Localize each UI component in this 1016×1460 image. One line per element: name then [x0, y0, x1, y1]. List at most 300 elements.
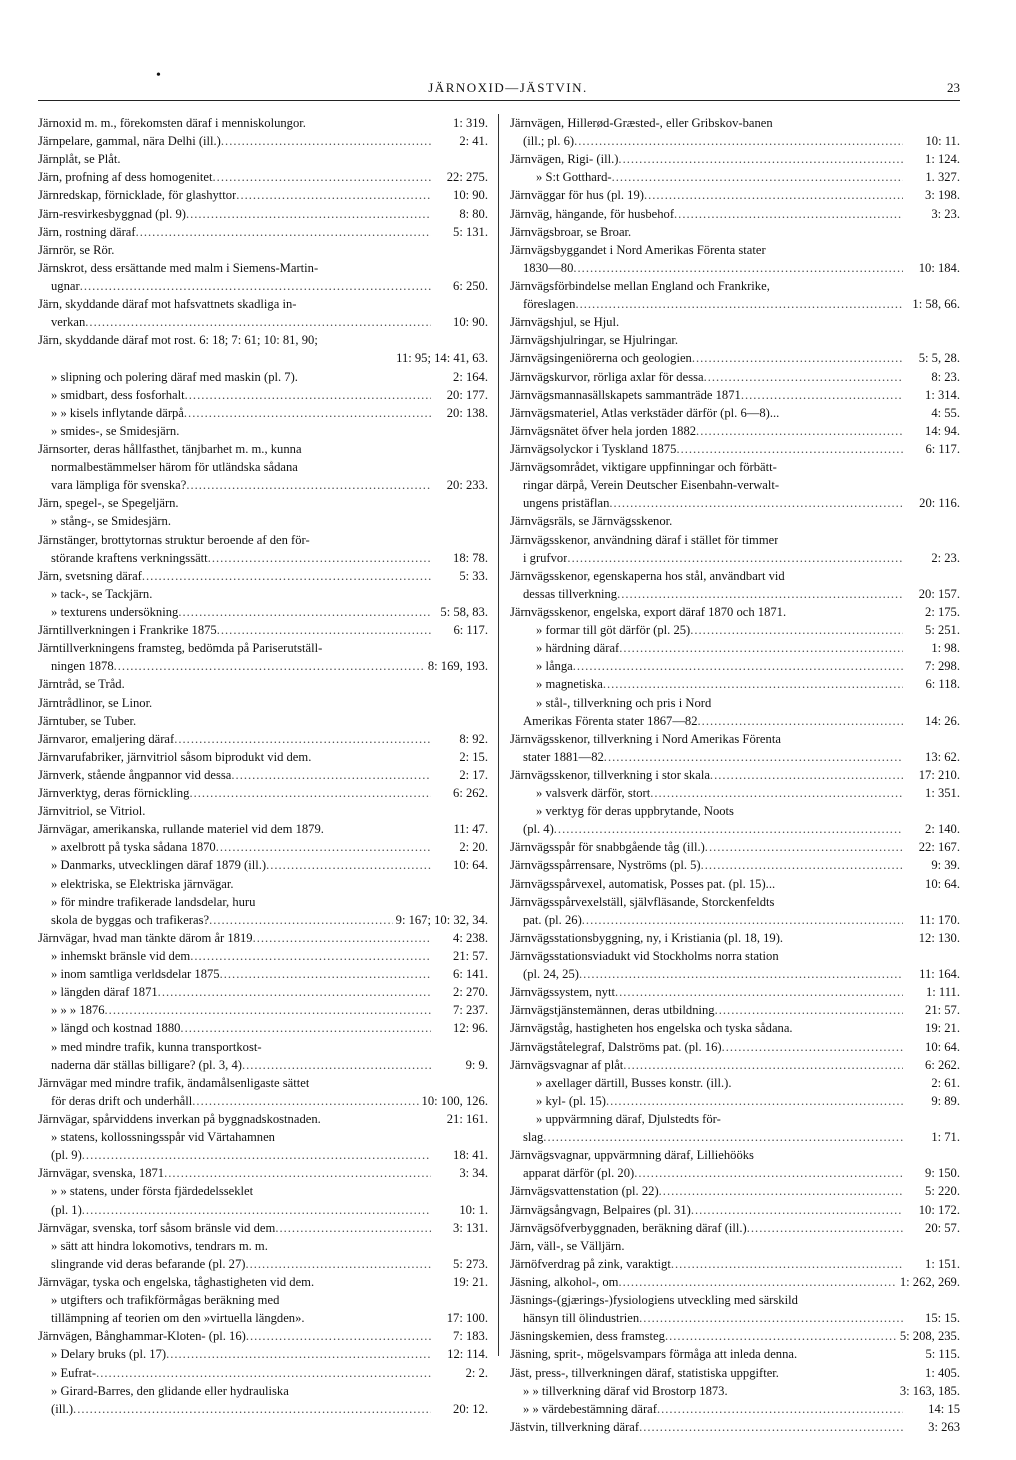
dot-leader: [618, 1273, 896, 1291]
index-entry: [38, 1273, 488, 1291]
entry-text: Järntrådlinor, se Linor.: [38, 695, 153, 710]
entry-text: ningen 1878: [51, 659, 114, 674]
dot-leader: [579, 965, 903, 983]
dot-leader: [722, 1038, 903, 1056]
index-entry: [38, 259, 488, 277]
index-entry: [38, 295, 488, 313]
index-entry: [38, 585, 488, 603]
dot-leader: [639, 1418, 903, 1436]
entry-text: » magnetiska: [536, 677, 603, 692]
dot-leader: [603, 675, 903, 693]
entry-text: Järnvägsskenor, användning däraf i stället för timmer: [510, 532, 779, 547]
dot-leader: [665, 1327, 897, 1345]
dot-leader: [617, 585, 903, 603]
entry-text: » Delary bruks (pl. 17): [51, 1347, 167, 1362]
entry-text: » stång-, se Smidesjärn.: [51, 514, 171, 529]
entry-page-reference: 2: 41.: [459, 134, 488, 149]
entry-text: » Eufrat-: [51, 1365, 97, 1380]
entry-page-reference: 2: 140.: [925, 822, 960, 837]
entry-text: » härdning däraf: [536, 641, 620, 656]
entry-text: » inom samtliga verldsdelar 1875: [51, 967, 220, 982]
index-entry: [38, 1092, 488, 1110]
entry-page-reference: 5: 5, 28.: [918, 351, 960, 366]
index-entry: [38, 748, 488, 766]
entry-text: Järnvägståtelegraf, Dalströms pat. (pl. 16): [510, 1039, 722, 1054]
entry-text: Järnvägar, amerikanska, rullande materiel vid dem 1879.: [38, 822, 324, 837]
index-entry: [510, 422, 960, 440]
index-entry: [38, 1345, 488, 1363]
entry-text: (ill.): [51, 1401, 74, 1416]
entry-text: Järnvägsspårrensare, Nyströms (pl. 5): [510, 858, 701, 873]
dot-leader: [231, 766, 431, 784]
entry-page-reference: 2: 61.: [931, 1075, 960, 1090]
entry-text: Järnredskap, förnicklade, för glashyttor: [38, 188, 237, 203]
dot-leader: [190, 947, 431, 965]
entry-text: » längd och kostnad 1880: [51, 1021, 181, 1036]
entry-text: Järn-resvirkesbyggnad (pl. 9): [38, 206, 186, 221]
index-entry: [38, 875, 488, 893]
entry-text: Järnskrot, dess ersättande med malm i Siemens-Martin-: [38, 260, 319, 275]
index-entry: [38, 1255, 488, 1273]
entry-page-reference: 12: 130.: [918, 930, 960, 945]
entry-text: Järnvägsmateriel, Atlas verkstäder därför (pl. 6—8)...: [510, 405, 780, 420]
entry-text: » smidbart, dess fosforhalt: [51, 387, 185, 402]
entry-page-reference: 9: 150.: [925, 1166, 960, 1181]
index-entry: [510, 730, 960, 748]
dot-leader: [676, 440, 903, 458]
index-entry: [510, 585, 960, 603]
entry-text: Järnvägsskenor, engelska, export däraf 1870 och 1871.: [510, 604, 787, 619]
dot-leader: [85, 313, 431, 331]
entry-page-reference: 10: 100, 126.: [421, 1093, 488, 1108]
entry-text: Järn, skyddande däraf mot rost. 6: 18; 7: 61; 10: 81, 90;: [38, 333, 318, 348]
entry-text: Järnvägshjul, se Hjul.: [510, 315, 620, 330]
entry-text: Järnvägar med mindre trafik, ändamålsenligaste sättet: [38, 1075, 310, 1090]
index-entry: [38, 893, 488, 911]
entry-text: Järnöfverdrag på zink, varaktigt: [510, 1256, 671, 1271]
index-entry: [38, 1327, 488, 1345]
index-entry: [38, 802, 488, 820]
index-entry: [510, 567, 960, 585]
entry-text: (pl. 9): [51, 1148, 82, 1163]
index-entry: [510, 1418, 960, 1436]
entry-text: pat. (pl. 26): [523, 912, 582, 927]
index-entry: [38, 712, 488, 730]
entry-page-reference: 10: 64.: [453, 858, 488, 873]
entry-text: Järnvägsförbindelse mellan England och Frankrike,: [510, 278, 770, 293]
index-entry: [38, 1074, 488, 1092]
index-entry: [510, 1092, 960, 1110]
entry-text: Järnverktyg, deras förnickling: [38, 786, 190, 801]
entry-text: Järnvägsvattenstation (pl. 22): [510, 1184, 659, 1199]
entry-page-reference: 10: 184.: [918, 260, 960, 275]
entry-page-reference: 11: 164.: [919, 967, 960, 982]
entry-text: Järnvarufabriker, järnvitriol såsom biprodukt vid dem.: [38, 749, 312, 764]
index-entry: [510, 929, 960, 947]
dot-leader: [567, 549, 903, 567]
entry-text: » kyl- (pl. 15): [536, 1093, 606, 1108]
entry-text: Järnvägsområdet, viktigare uppfinningar och förbätt-: [510, 460, 777, 475]
entry-text: Järnvägen, Bånghammar-Kloten- (pl. 16): [38, 1329, 246, 1344]
entry-page-reference: 8: 92.: [459, 731, 488, 746]
index-entry: [38, 494, 488, 512]
dot-leader: [186, 205, 431, 223]
index-entry: [38, 911, 488, 929]
entry-page-reference: 14: 26.: [925, 713, 960, 728]
entry-text: Järnverk, stående ångpannor vid dessa: [38, 767, 232, 782]
entry-page-reference: 12: 114.: [447, 1347, 488, 1362]
dot-leader: [242, 1056, 431, 1074]
dot-leader: [266, 856, 431, 874]
entry-page-reference: 20: 177.: [446, 387, 488, 402]
entry-page-reference: 15: 15.: [925, 1311, 960, 1326]
entry-page-reference: 1: 151.: [925, 1256, 960, 1271]
dot-leader: [543, 1128, 903, 1146]
entry-page-reference: 22: 167.: [918, 840, 960, 855]
entry-text: 1830—80: [523, 260, 574, 275]
dot-leader: [185, 386, 431, 404]
index-entry: [510, 657, 960, 675]
entry-text: Järnvägstjänstemännen, deras utbildning: [510, 1003, 715, 1018]
entry-text: (pl. 24, 25): [523, 967, 579, 982]
entry-text: Järnsorter, deras hållfasthet, tänjbarhet m. m., kunna: [38, 441, 302, 456]
index-entry: [38, 694, 488, 712]
entry-page-reference: 1: 405.: [925, 1365, 960, 1380]
index-entry: [38, 1382, 488, 1400]
entry-page-reference: 3: 263: [928, 1419, 960, 1434]
index-entry: [510, 1056, 960, 1074]
dot-leader: [747, 1219, 903, 1237]
dot-leader: [213, 168, 431, 186]
index-entry: [38, 1201, 488, 1219]
entry-page-reference: 6: 262.: [453, 786, 488, 801]
index-entry: [38, 657, 488, 675]
header-rule: [38, 100, 960, 101]
entry-text: Järnvägsbroar, se Broar.: [510, 224, 632, 239]
index-entry: [38, 114, 488, 132]
index-entry: [510, 820, 960, 838]
entry-page-reference: 21: 57.: [453, 949, 488, 964]
index-entry: [510, 1364, 960, 1382]
entry-text: » smides-, se Smidesjärn.: [51, 423, 180, 438]
entry-text: » » kisels inflytande därpå: [51, 405, 184, 420]
entry-text: Järn, profning af dess homogenitet: [38, 170, 213, 185]
entry-text: Järnvitriol, se Vitriol.: [38, 804, 146, 819]
index-entry: [510, 1182, 960, 1200]
index-entry: [510, 875, 960, 893]
entry-text: i grufvor: [523, 550, 568, 565]
entry-page-reference: 21: 161.: [446, 1112, 488, 1127]
dot-leader: [221, 132, 431, 150]
entry-page-reference: 2: 2.: [465, 1365, 488, 1380]
index-entry: [510, 494, 960, 512]
entry-page-reference: 2: 270.: [453, 985, 488, 1000]
entry-page-reference: 14: 15: [928, 1401, 960, 1416]
dot-leader: [142, 567, 431, 585]
entry-page-reference: 3: 23.: [931, 206, 960, 221]
dot-leader: [609, 494, 903, 512]
entry-text: Järnvägsingeniörerna och geologien: [510, 351, 692, 366]
entry-page-reference: 3: 34.: [459, 1166, 488, 1181]
entry-page-reference: 10: 64.: [925, 876, 960, 891]
entry-page-reference: 10: 90.: [453, 188, 488, 203]
entry-text: » Girard-Barres, den glidande eller hydrauliska: [51, 1383, 289, 1398]
entry-page-reference: 1: 98.: [931, 641, 960, 656]
dot-leader: [671, 1255, 903, 1273]
index-entry: [38, 368, 488, 386]
index-entry: [510, 1038, 960, 1056]
entry-page-reference: 20: 233.: [446, 478, 488, 493]
dot-leader: [217, 621, 431, 639]
index-entry: [510, 259, 960, 277]
entry-page-reference: 18: 41.: [453, 1148, 488, 1163]
index-entry: [510, 802, 960, 820]
index-entry: [510, 440, 960, 458]
page-header: [38, 68, 978, 100]
index-entry: [510, 1201, 960, 1219]
entry-text: Järnplåt, se Plåt.: [38, 152, 121, 167]
dot-leader: [105, 1001, 431, 1019]
entry-text: » valsverk därför, stort: [536, 786, 651, 801]
index-entry: [510, 241, 960, 259]
entry-text: ugnar: [51, 278, 80, 293]
entry-text: » » tillverkning däraf vid Brostorp 1873.: [523, 1383, 728, 1398]
entry-text: » verktyg för deras uppbrytande, Noots: [536, 804, 734, 819]
entry-page-reference: 10: 11.: [925, 134, 960, 149]
entry-text: » stål-, tillverkning och pris i Nord: [536, 695, 712, 710]
index-entry: [510, 168, 960, 186]
dot-leader: [698, 712, 903, 730]
index-entry: [510, 1273, 960, 1291]
index-entry: [38, 331, 488, 349]
dot-leader: [674, 205, 903, 223]
entry-text: » långa: [536, 659, 573, 674]
index-entry: [510, 1345, 960, 1363]
entry-page-reference: 1: 71.: [931, 1130, 960, 1145]
entry-page-reference: 5: 131.: [453, 224, 488, 239]
entry-text: Järnvägar, svenska, 1871: [38, 1166, 165, 1181]
right-column: [510, 114, 960, 1436]
dot-leader: [701, 856, 903, 874]
index-entry: [38, 947, 488, 965]
dot-leader: [208, 549, 431, 567]
index-entry: [38, 277, 488, 295]
entry-text: Jäsning, sprit-, mögelsvampars förmåga att inleda denna.: [510, 1347, 798, 1362]
dot-leader: [704, 368, 903, 386]
entry-text: Järnvägshjulringar, se Hjulringar.: [510, 333, 679, 348]
entry-text: Järn, skyddande däraf mot hafsvattnets skadliga in-: [38, 297, 297, 312]
index-entry: [510, 349, 960, 367]
index-entry: [38, 241, 488, 259]
index-entry: [510, 1255, 960, 1273]
index-entry: [510, 856, 960, 874]
entry-page-reference: 4: 238.: [453, 930, 488, 945]
entry-page-reference: 17: 210.: [918, 767, 960, 782]
dot-leader: [634, 1164, 903, 1182]
entry-page-reference: 22: 275.: [446, 170, 488, 185]
entry-page-reference: 6: 117.: [925, 441, 960, 456]
index-entry: [510, 549, 960, 567]
index-entry: [510, 766, 960, 784]
index-entry: [510, 947, 960, 965]
entry-text: Järnvägsvagnar, uppvärmning däraf, Lilliehööks: [510, 1148, 754, 1163]
entry-page-reference: 11: 170.: [919, 912, 960, 927]
entry-text: verkan: [51, 315, 86, 330]
entry-text: Järnvägsräls, se Järnvägsskenor.: [510, 514, 673, 529]
entry-text: slingrande vid deras befarande (pl. 27): [51, 1256, 246, 1271]
index-entry: [510, 965, 960, 983]
index-entry: [38, 784, 488, 802]
dot-leader: [192, 1092, 418, 1110]
dot-leader: [612, 168, 903, 186]
entry-page-reference: 5: 33.: [459, 568, 488, 583]
entry-text: » slipning och polering däraf med maskin (pl. 7).: [51, 369, 298, 384]
entry-text: störande kraftens verkningssätt: [51, 550, 208, 565]
dot-leader: [80, 277, 431, 295]
entry-text: Järnväggar för hus (pl. 19): [510, 188, 644, 203]
index-entry: [38, 1182, 488, 1200]
dot-leader: [615, 983, 903, 1001]
entry-page-reference: 10: 64.: [925, 1039, 960, 1054]
entry-text: Järntråd, se Tråd.: [38, 677, 125, 692]
entry-page-reference: 20: 12.: [453, 1401, 488, 1416]
dot-leader: [184, 404, 431, 422]
entry-page-reference: 5: 58, 83.: [440, 604, 488, 619]
entry-page-reference: 3: 131.: [453, 1220, 488, 1235]
index-entry: [38, 1056, 488, 1074]
index-entry: [38, 1128, 488, 1146]
entry-text: Jäsnings-(gjærings-)fysiologiens utveckling med särskild: [510, 1293, 798, 1308]
entry-page-reference: 2: 15.: [459, 749, 488, 764]
entry-text: Järnvägar, hvad man tänkte därom år 1819: [38, 930, 253, 945]
entry-page-reference: 1: 262, 269.: [899, 1275, 960, 1289]
index-entry: [510, 1400, 960, 1418]
index-entry: [38, 1219, 488, 1237]
index-entry: [38, 675, 488, 693]
index-entry: [38, 168, 488, 186]
dot-leader: [275, 1219, 431, 1237]
entry-page-reference: 20: 138.: [446, 405, 488, 420]
dot-leader: [573, 657, 903, 675]
entry-text: » utgifters och trafikförmågas beräkning med: [51, 1293, 280, 1308]
entry-page-reference: 21: 57.: [925, 1003, 960, 1018]
entry-page-reference: 7: 237.: [453, 1003, 488, 1018]
index-entry: [510, 1291, 960, 1309]
entry-page-reference: 19: 21.: [925, 1021, 960, 1036]
entry-text: Jäsningskemien, dess framsteg: [510, 1329, 665, 1344]
entry-page-reference: 6: 250.: [453, 278, 488, 293]
dot-leader: [245, 1255, 431, 1273]
entry-page-reference: 6: 262.: [925, 1057, 960, 1072]
index-entry: [38, 983, 488, 1001]
dot-leader: [582, 911, 903, 929]
index-entry: [38, 1146, 488, 1164]
left-column: [38, 114, 488, 1418]
entry-text: slag: [523, 1130, 544, 1145]
entry-text: Järn, svetsning däraf: [38, 568, 142, 583]
entry-text: naderna där ställas billigare? (pl. 3, 4): [51, 1057, 242, 1072]
index-entry: [510, 838, 960, 856]
index-entry: [510, 911, 960, 929]
entry-text: Järnvägsskenor, tillverkning i Nord Amerikas Förenta: [510, 731, 781, 746]
index-entry: [38, 820, 488, 838]
dot-leader: [166, 1345, 431, 1363]
index-entry: [38, 132, 488, 150]
entry-page-reference: 9: 89.: [931, 1093, 960, 1108]
index-entry: [38, 1019, 488, 1037]
dot-leader: [114, 657, 425, 675]
dot-leader: [253, 929, 431, 947]
entry-page-reference: 5: 115.: [925, 1347, 960, 1362]
entry-page-reference: 9: 39.: [931, 858, 960, 873]
entry-text: » sätt att hindra lokomotivs, tendrars m. m.: [51, 1238, 268, 1253]
entry-text: Järnvägsskenor, tillverkning i stor skala: [510, 767, 710, 782]
entry-page-reference: 3: 198.: [925, 188, 960, 203]
entry-page-reference: 1: 351.: [925, 786, 960, 801]
entry-text: » elektriska, se Elektriska järnvägar.: [51, 876, 234, 891]
dot-leader: [136, 223, 431, 241]
entry-text: Järn, spegel-, se Spegeljärn.: [38, 496, 179, 511]
index-entry: [38, 512, 488, 530]
index-entry: [38, 639, 488, 657]
entry-text: Järnstänger, brottytornas struktur beroende af den för-: [38, 532, 310, 547]
index-entry: [510, 603, 960, 621]
dot-leader: [220, 965, 431, 983]
entry-page-reference: 9: 9.: [465, 1057, 488, 1072]
dot-leader: [644, 186, 903, 204]
entry-text: » axellager därtill, Busses konstr. (ill.).: [536, 1075, 732, 1090]
entry-text: » inhemskt bränsle vid dem: [51, 949, 191, 964]
index-entry: [38, 1291, 488, 1309]
index-entry: [38, 549, 488, 567]
index-entry: [510, 331, 960, 349]
index-entry: [38, 458, 488, 476]
entry-text: föreslagen: [523, 297, 576, 312]
index-entry: [38, 404, 488, 422]
index-entry: [510, 1001, 960, 1019]
entry-page-reference: 19: 21.: [453, 1275, 488, 1289]
entry-text: Järnvägsstationsbyggning, ny, i Kristiania (pl. 18, 19).: [510, 930, 784, 945]
index-entry: [38, 440, 488, 458]
entry-text: (ill.; pl. 6): [523, 134, 575, 149]
entry-text: Järnpelare, gammal, nära Delhi (ill.): [38, 134, 221, 149]
entry-text: Järnoxid m. m., förekomsten däraf i menniskolungor.: [38, 116, 306, 130]
index-entry: [510, 621, 960, 639]
dot-leader: [96, 1364, 431, 1382]
entry-page-reference: 1: 319.: [453, 116, 488, 130]
index-entry: [38, 929, 488, 947]
index-entry: [38, 1110, 488, 1128]
entry-text: Jäst, press-, tillverkningen däraf, statistiska uppgifter.: [510, 1365, 779, 1380]
index-entry: [38, 1001, 488, 1019]
index-entry: [38, 205, 488, 223]
index-entry: [510, 295, 960, 313]
index-entry: [510, 675, 960, 693]
index-entry: [510, 1164, 960, 1182]
entry-page-reference: 5: 273.: [453, 1256, 488, 1271]
entry-text: Järnvaror, emaljering däraf: [38, 731, 175, 746]
dot-leader: [73, 1400, 431, 1418]
index-entry: [510, 1019, 960, 1037]
index-entry: [38, 476, 488, 494]
entry-text: Järnvägsspår för snabbgående tåg (ill.): [510, 840, 705, 855]
entry-text: ringar därpå, Verein Deutscher Eisenbahn-verwalt-: [523, 478, 780, 493]
index-entry: [38, 531, 488, 549]
index-entry: [38, 1364, 488, 1382]
index-entry: [510, 1309, 960, 1327]
index-entry: [38, 838, 488, 856]
entry-page-reference: 13: 62.: [925, 749, 960, 764]
